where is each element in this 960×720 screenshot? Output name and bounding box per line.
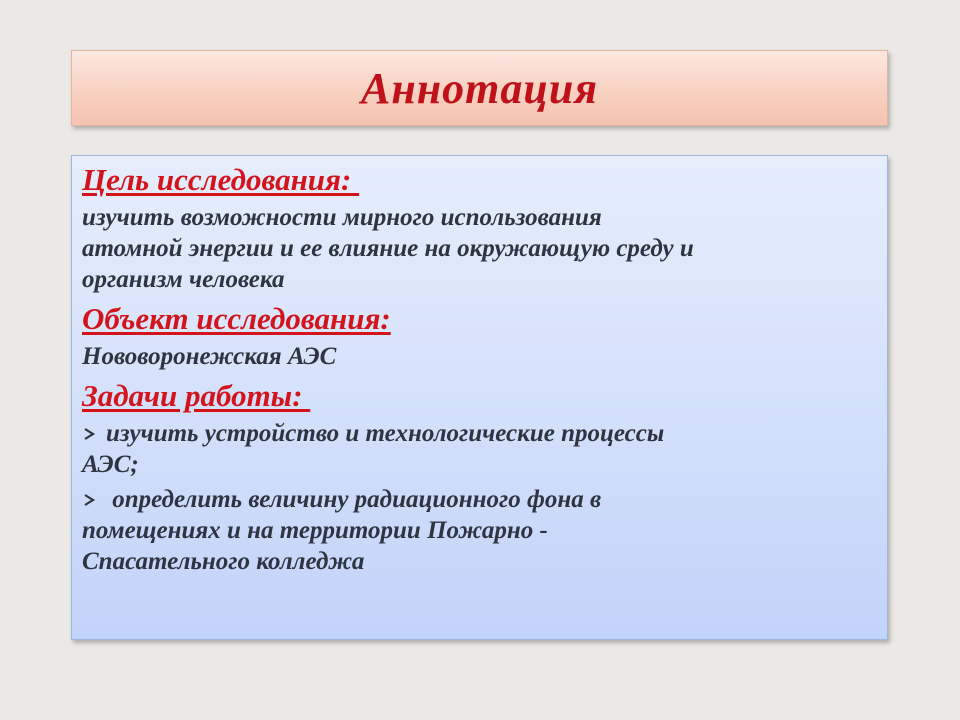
arrow-bullet-icon <box>82 418 106 449</box>
goal-line: атомной энергии и ее влияние на окружающую среду и <box>82 235 694 262</box>
task-item <box>82 484 877 577</box>
goal-line: организм человека <box>82 266 285 293</box>
task-line: изучить устройство и технологические процессы <box>106 420 665 447</box>
goal-text <box>82 202 877 295</box>
task-item <box>82 418 877 480</box>
task-line: АЭС; <box>82 451 139 478</box>
tasks-heading: Задачи работы: <box>82 378 311 413</box>
task-item-text <box>82 418 665 480</box>
task-line: определить величину радиационного фона в <box>106 486 602 513</box>
task-item-text <box>82 484 602 577</box>
content-panel <box>71 155 888 640</box>
goal-heading: Цель исследования: <box>82 162 360 197</box>
arrow-bullet-icon <box>82 484 106 515</box>
title-banner <box>71 50 888 126</box>
object-heading: Объект исследования: <box>82 301 391 336</box>
slide-title: Аннотация <box>360 63 599 113</box>
goal-line: изучить возможности мирного использования <box>82 204 602 231</box>
task-line: помещениях и на территории Пожарно - <box>82 517 548 544</box>
task-line: Спасательного колледжа <box>82 548 365 575</box>
object-text: Нововоронежская АЭС <box>82 343 337 370</box>
